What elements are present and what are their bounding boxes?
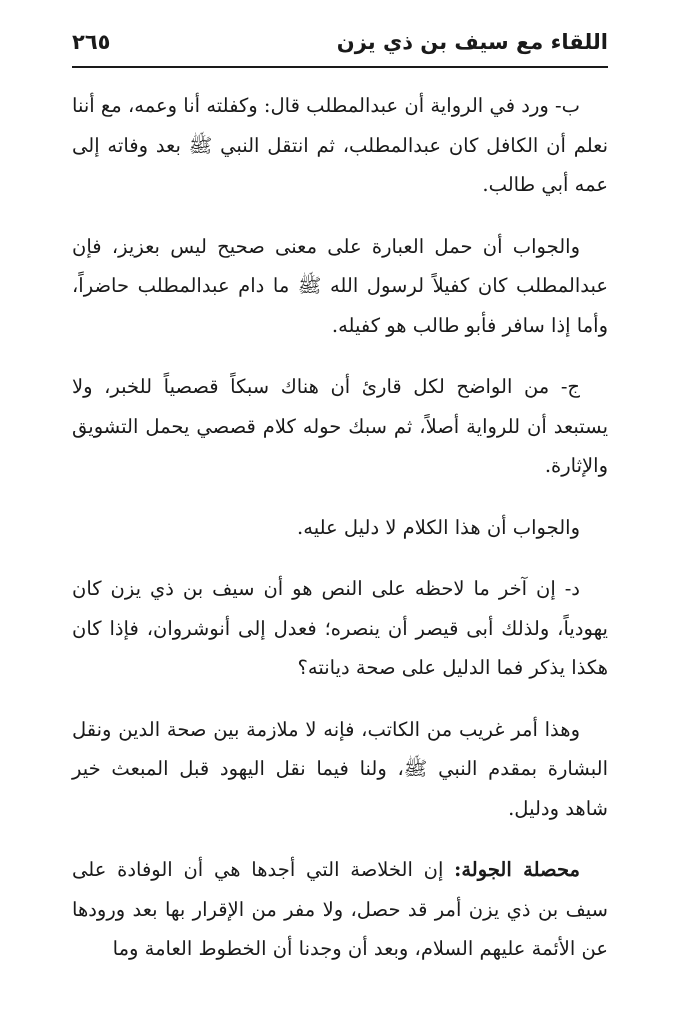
paragraph-b-text: ب- ورد في الرواية أن عبدالمطلب قال: وكفلته أنا وعمه، مع أننا نعلم أن الكافل كان عبدالمطلب، ثم انتقل النبي ﷺ بعد وفاته إلى عمه أبي طالب. — [72, 94, 608, 196]
page-number: ٢٦٥ — [72, 30, 111, 54]
paragraph-summary — [72, 850, 608, 969]
paragraph-summary-text: إن الخلاصة التي أجدها هي أن الوفادة على سيف بن ذي يزن أمر قد حصل، ولا مفر من الإقرار بها بعد ورودها عن الأئمة عليهم السلام، وبعد أن وجدنا أن الخطوط العامة وما — [72, 858, 608, 960]
header-rule — [72, 66, 608, 68]
paragraph-d-text: د- إن آخر ما لاحظه على النص هو أن سيف بن ذي يزن كان يهودياً، ولذلك أبى قيصر أن ينصره؛ فعدل إلى أنوشروان، فإذا كان هكذا يذكر فما الدليل على صحة ديانته؟ — [72, 577, 608, 679]
paragraph-d — [72, 569, 608, 688]
paragraph-answer-b-text: والجواب أن حمل العبارة على معنى صحيح ليس بعزيز، فإن عبدالمطلب كان كفيلاً لرسول الله ﷺ ما دام عبدالمطلب حاضراً، وأما إذا سافر فأبو طالب هو كفيله. — [72, 234, 608, 337]
paragraph-answer-d-text: وهذا أمر غريب من الكاتب، فإنه لا ملازمة بين صحة الدين ونقل البشارة بمقدم النبي ﷺ، ولنا فيما نقل اليهود قبل المبعث خير شاهد ودليل. — [72, 717, 608, 820]
body-text — [72, 86, 608, 991]
paragraph-b — [72, 86, 608, 205]
page-header — [72, 26, 608, 66]
paragraph-answer-d — [72, 710, 608, 829]
paragraph-answer-c — [72, 508, 608, 548]
paragraph-c-text: ج- من الواضح لكل قارئ أن هناك سبكاً قصصياً للخبر، ولا يستبعد أن للرواية أصلاً، ثم سبك حوله كلام قصصي يحمل التشويق والإثارة. — [72, 375, 608, 477]
running-title: اللقاء مع سيف بن ذي يزن — [336, 30, 608, 54]
paragraph-answer-c-text: والجواب أن هذا الكلام لا دليل عليه. — [297, 515, 580, 539]
summary-lead: محصلة الجولة: — [454, 858, 580, 881]
paragraph-c — [72, 367, 608, 486]
paragraph-answer-b — [72, 227, 608, 346]
